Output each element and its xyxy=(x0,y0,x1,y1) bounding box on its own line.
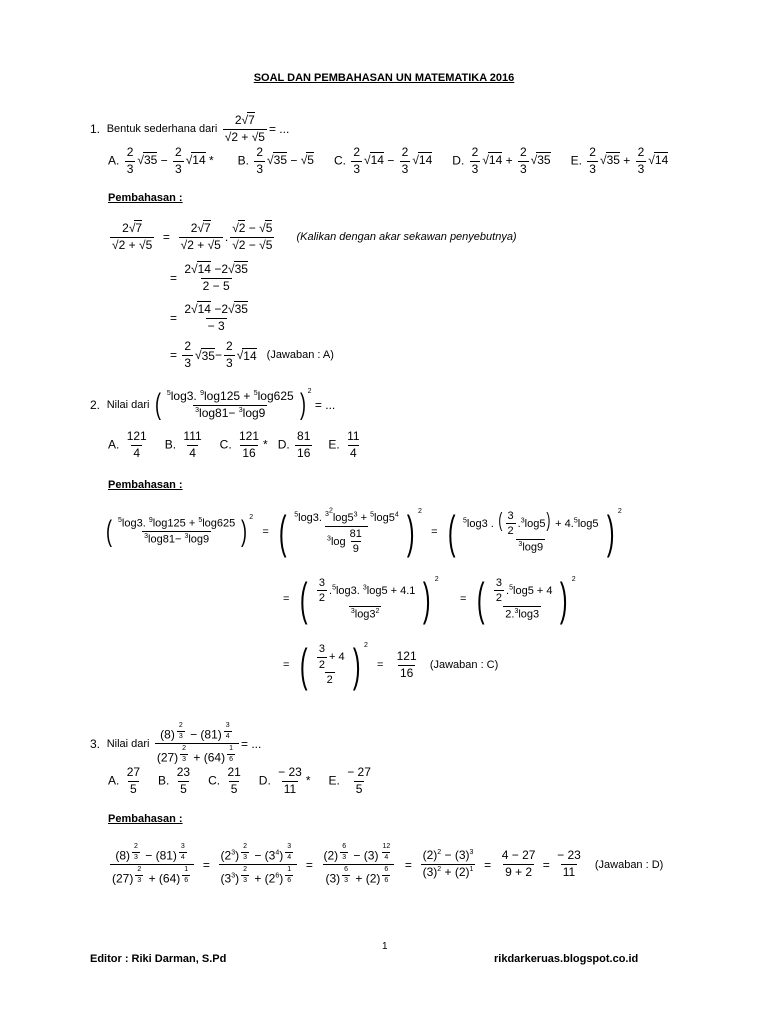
q1-solution-step4: = $\frac{2}{3}$ √ 35 − $\frac{2}{3}$ √ 14 (Jawaban : A) xyxy=(170,339,334,370)
q3-pembahasan-label: Pembahasan : xyxy=(108,813,183,825)
footer-editor: Editor : Riki Darman, S.Pd xyxy=(90,953,227,965)
q1-options xyxy=(108,146,668,177)
q1-stem: 1. Bentuk sederhana dari $\frac{2√7}{√2 + √5}$ = ... xyxy=(90,113,290,144)
q2-option-a[interactable]: A. $\frac{121}{4}$ xyxy=(108,429,147,460)
q2-answer: (Jawaban : C) xyxy=(429,659,499,671)
q3-option-c[interactable]: C. $\frac{21}{5}$ xyxy=(208,765,241,796)
q1-option-d[interactable]: D. $\frac{2}{3}$ √14 + $\frac{2}{3}$ √35 xyxy=(452,145,551,176)
q3-answer: (Jawaban : D) xyxy=(594,858,664,871)
q1-solution-step3: = $\frac{2√14 -2√35}{- 3}$ xyxy=(170,302,248,333)
q2-pembahasan-label: Pembahasan : xyxy=(108,479,183,491)
q2-option-c[interactable]: C. $\frac{121}{16}$ * xyxy=(219,429,268,460)
q2-option-e[interactable]: E. $\frac{11}{4}$ xyxy=(328,429,360,460)
q3-number: 3. xyxy=(90,736,101,751)
page-title: SOAL DAN PEMBAHASAN UN MATEMATIKA 2016 xyxy=(253,72,515,84)
q3-stem: 3. Nilai dari (8) $^{\frac{2}{3}}$ − (81) $^{\frac{3}{4}}$ (27) $^{\frac{2}{3}}$ + (64) $^{\frac{1}{6}}$ = ... xyxy=(90,722,262,765)
q1-number: 1. xyxy=(90,122,101,137)
q1-solution-step1: $\frac{2√7}{√2 + √5}$ = $\frac{2√7}{√2 + √5}$ . $\frac{√2 - √5}{√2 - √5}$ (Kalikan dengan akar sekawan penyebutnya) xyxy=(112,221,517,252)
q1-solution-step2: = $\frac{2√14 -2√35}{2 - 5}$ xyxy=(170,262,248,293)
q1-option-c[interactable]: C. $\frac{2}{3}$ √14 − $\frac{2}{3}$ √14 xyxy=(333,145,433,176)
q2-option-b[interactable]: B. $\frac{111}{4}$ xyxy=(164,429,202,460)
q2-prompt: Nilai dari xyxy=(106,399,150,412)
q3-option-b[interactable]: B. $\frac{23}{5}$ xyxy=(158,765,191,796)
q2-stem: 2. Nilai dari ( $\frac{^5\log 3. ^9\log 125 + ^5\log 625}{^3\log 81- ^3\log 9}$ ) $^2$ = ... xyxy=(90,387,336,422)
q1-answer: (Jawaban : A) xyxy=(266,349,334,362)
q3-solution: (8) $^{\frac{2}{3}}$ − (81) $^{\frac{3}{4}}$ (27) $^{\frac{2}{3}}$ + (64) $^{\frac{1}{6}}$ = $(2^3)$ $^{\frac{2}{3}}$ − $(3^4)$ $^{\frac{3}{4}}$ $(3^3)$ $^{\frac{2}{3}}$ + $(2^6)$ $^{\frac{1}{6}}$ = (2) $^{\frac{6}{3}}$ − (3) $^{\frac{12}{4}}$ (3) $^{\frac{6}{3}}$ + (2) $^{\frac{6}{6}}$ = $\frac{(2)^2 - (3)^3}{(3)^2 + (2)^1}$ = $\frac{4 - 27}{9 + 2}$ = $\frac{- 23}{11}$ (Jawaban : D) xyxy=(112,843,664,886)
q1-pembahasan-label: Pembahasan : xyxy=(108,192,183,204)
q3-prompt: Nilai dari xyxy=(106,737,150,750)
q1-option-a[interactable]: A. $\frac{2}{3}$ √35 − $\frac{2}{3}$ √14 * xyxy=(108,145,214,176)
q2-number: 2. xyxy=(90,398,101,413)
q3-option-a[interactable]: A. $\frac{27}{5}$ xyxy=(108,765,141,796)
q1-prompt: Bentuk sederhana dari xyxy=(106,123,218,136)
q1-note: (Kalikan dengan akar sekawan penyebutnya) xyxy=(296,231,517,244)
q3-options xyxy=(108,766,375,797)
q2-solution-row3: = ( $\frac{3}{2}$ + 4 2 ) $^2$ = $\frac{121}{16}$ (Jawaban : C) xyxy=(283,639,499,691)
q3-option-d[interactable]: D. $\frac{- 23}{11}$ * xyxy=(258,765,311,796)
footer-site: rikdarkeruas.blogspot.co.id xyxy=(494,953,639,965)
q1-option-b[interactable]: B. $\frac{2}{3}$ √35 − √5 xyxy=(237,145,314,176)
q2-solution-row1: ( $\frac{^5\log 3. ^9\log 125 + ^5\log 625}{^3\log 81- ^3\log 9}$ ) $^2$ = ( $^5$log3. $^{3^2}\log 5^3 + ^5\log 5^4$ $^3$log $\frac{81}{9}$ ) $^2$ = ( $^5$log3 . ( $\frac{3}{2}$ .$^3$log5) + 4.$^5$log5 $^3$log9 ) $^2$ xyxy=(106,505,622,558)
q3-option-e[interactable]: E. $\frac{- 27}{5}$ xyxy=(328,765,371,796)
q2-solution-row2: = ( $\frac{3}{2}$ .$^5$log3. $^3$log5 + 4.1 $^3\log 3^2$ ) $^2$ = ( $\frac{3}{2}$ .$^5$log5 + 4 2.$^3$log3 ) $^2$ xyxy=(283,573,576,625)
page-number: 1 xyxy=(382,941,388,952)
q1-option-e[interactable]: E. $\frac{2}{3}$ √35 + $\frac{2}{3}$ √14 xyxy=(570,145,669,176)
q2-options xyxy=(108,430,364,461)
q2-option-d[interactable]: D. $\frac{81}{16}$ xyxy=(277,429,311,460)
